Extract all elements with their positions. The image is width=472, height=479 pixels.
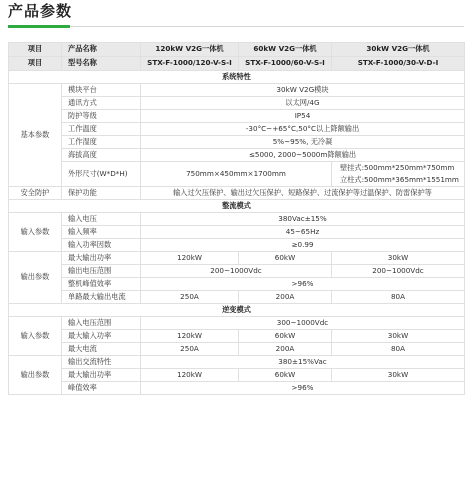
row-label: 输入频率 [62,226,141,239]
row-value: 30kW V2G模块 [141,84,465,97]
row-value-120kw: 250A [141,291,239,304]
row-value-30kw: 200~1000Vdc [332,265,465,278]
row-value: IP54 [141,110,465,123]
table-row [9,149,465,162]
row-label: 最大输入功率 [62,330,141,343]
group-label-input: 输入参数 [9,213,62,252]
row-value: -30°C~+65°C,50°C以上降额输出 [141,123,465,136]
table-row [9,317,465,330]
table-row [9,330,465,343]
row-label: 海拔高度 [62,149,141,162]
table-row [9,110,465,123]
table-row [9,239,465,252]
row-value-120kw: 120kW [141,369,239,382]
row-label: 输出交流特性 [62,356,141,369]
table-row [9,162,465,187]
row-label: 输入电压 [62,213,141,226]
group-label-output: 输出参数 [9,356,62,395]
table-row [9,382,465,395]
group-label-input: 输入参数 [9,317,62,356]
section-row-inverter [9,304,465,317]
table-row [9,291,465,304]
row-value: 380±15%Vac [141,356,465,369]
title-divider [8,26,464,27]
table-row [9,136,465,149]
table-row [9,213,465,226]
row-value-30kw: 30kW [332,369,465,382]
table-row [9,278,465,291]
row-label: 最大电流 [62,343,141,356]
row-value-30kw: 30kW [332,252,465,265]
row-value-30kw: 80A [332,343,465,356]
row-label: 峰值效率 [62,382,141,395]
row-value: 以太网/4G [141,97,465,110]
header-cell: 产品名称 [62,43,141,57]
group-label-output: 输出参数 [9,252,62,304]
header-cell: 项目 [9,43,62,57]
dimension-wall-mount: 壁挂式:500mm*250mm*750mm [340,163,455,172]
row-label: 整机峰值效率 [62,278,141,291]
row-value-30kw-dimensions [332,162,465,187]
header-cell: 项目 [9,57,62,71]
row-label: 最大输出功率 [62,369,141,382]
group-label-safety: 安全防护 [9,187,62,200]
section-row-system [9,71,465,84]
model-cell-30kw: STX-F-1000/30-V-D-Ⅰ [332,57,465,71]
row-value-60kw: 60kW [239,252,332,265]
row-value: 750mm×450mm×1700mm [141,162,332,187]
row-value-30kw: 30kW [332,330,465,343]
row-value-120kw: 120kW [141,252,239,265]
row-value-60kw: 60kW [239,369,332,382]
header-row-model [9,57,465,71]
row-label: 通讯方式 [62,97,141,110]
table-row [9,97,465,110]
model-cell-120kw: STX-F-1000/120-V-S-Ⅰ [141,57,239,71]
page-title: 产品参数 [8,2,73,20]
row-label: 输出电压范围 [62,265,141,278]
row-label: 外形尺寸(W*D*H) [62,162,141,187]
row-value-30kw: 80A [332,291,465,304]
row-label: 保护功能 [62,187,141,200]
row-label: 单路最大输出电流 [62,291,141,304]
row-value-60kw: 200A [239,343,332,356]
header-cell-60kw: 60kW V2G一体机 [239,43,332,57]
row-value: 5%~95%, 无冷凝 [141,136,465,149]
model-cell-60kw: STX-F-1000/60-V-S-Ⅰ [239,57,332,71]
section-row-rectifier [9,200,465,213]
row-value: ≥0.99 [141,239,465,252]
header-cell-120kw: 120kW V2G一体机 [141,43,239,57]
row-label: 防护等级 [62,110,141,123]
row-value-120kw: 250A [141,343,239,356]
row-label: 输入功率因数 [62,239,141,252]
row-label: 工作温度 [62,123,141,136]
row-value: >96% [141,278,465,291]
dimension-column-mount: 立柱式:500mm*365mm*1551mm [340,175,459,184]
table-row [9,187,465,200]
section-title: 整流模式 [9,200,465,213]
table-row [9,369,465,382]
row-label: 最大输出功率 [62,252,141,265]
row-label: 输入电压范围 [62,317,141,330]
row-value: 输入过欠压保护、输出过欠压保护、短路保护、过流保护等过温保护、防雷保护等 [141,187,465,200]
table-row [9,252,465,265]
row-value-60kw: 200A [239,291,332,304]
row-value: >96% [141,382,465,395]
table-row [9,123,465,136]
table-row [9,265,465,278]
table-row [9,343,465,356]
table-row [9,356,465,369]
row-label: 模块平台 [62,84,141,97]
row-value: 380Vac±15% [141,213,465,226]
header-row-product-name [9,43,465,57]
spec-table [8,42,465,395]
header-cell: 型号名称 [62,57,141,71]
section-title: 逆变模式 [9,304,465,317]
table-row [9,226,465,239]
title-accent-bar [8,25,70,28]
row-label: 工作湿度 [62,136,141,149]
group-label-basic: 基本参数 [9,84,62,187]
row-value-120kw: 120kW [141,330,239,343]
header-cell-30kw: 30kW V2G一体机 [332,43,465,57]
row-value: ≤5000, 2000~5000m降额输出 [141,149,465,162]
section-title: 系统特性 [9,71,465,84]
row-value: 300~1000Vdc [141,317,465,330]
row-value: 45~65Hz [141,226,465,239]
row-value-120-60kw: 200~1000Vdc [141,265,332,278]
table-row [9,84,465,97]
row-value-60kw: 60kW [239,330,332,343]
